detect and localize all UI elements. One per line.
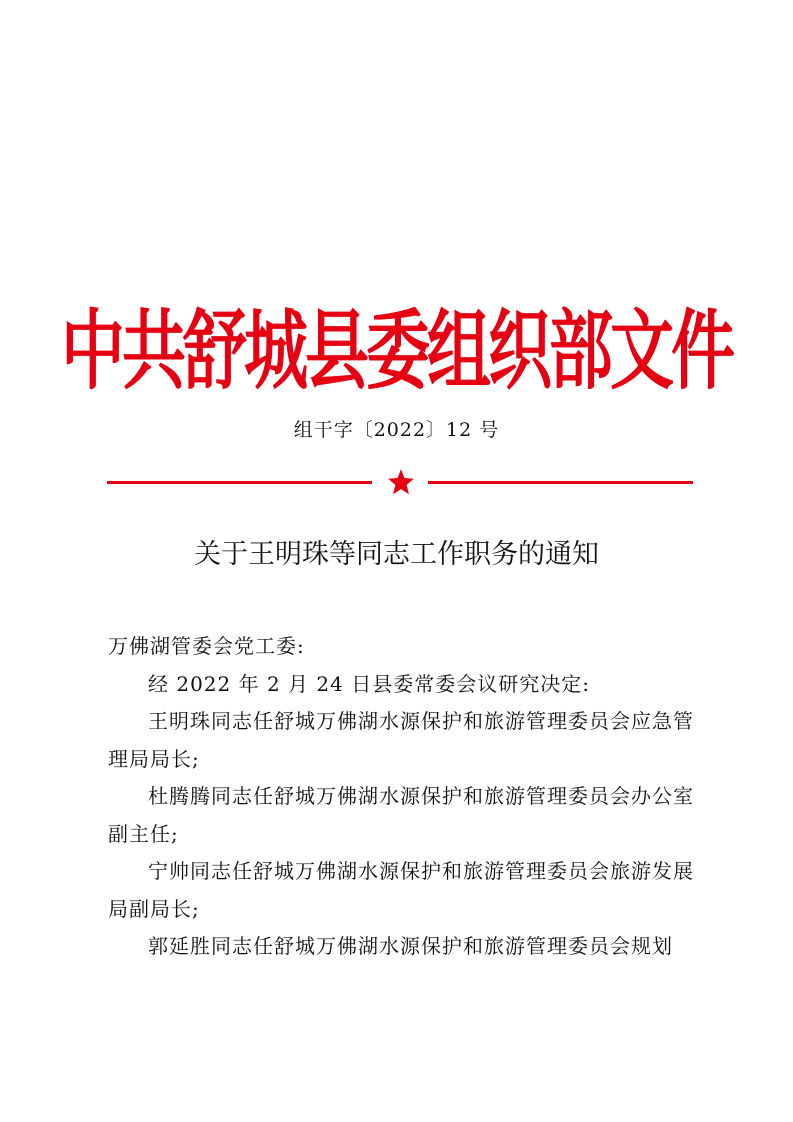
divider-line-left (107, 481, 372, 484)
paragraph-appointment-4: 郭延胜同志任舒城万佛湖水源保护和旅游管理委员会规划 (148, 934, 673, 958)
star-icon (387, 468, 415, 496)
paragraph-appointment-3: 宁帅同志任舒城万佛湖水源保护和旅游管理委员会旅游发展局副局长; (108, 859, 694, 921)
document-number: 组干字〔2022〕12 号 (293, 419, 500, 441)
masthead-title: 中共舒城县委组织部文件 (61, 300, 732, 403)
paragraph-appointment-2: 杜腾腾同志任舒城万佛湖水源保护和旅游管理委员会办公室副主任; (108, 784, 694, 846)
document-body (108, 628, 694, 966)
document-title: 关于王明珠等同志工作职务的通知 (194, 539, 599, 570)
addressee: 万佛湖管委会党工委: (108, 634, 305, 658)
paragraph-decision: 经 2022 年 2 月 24 日县委常委会议研究决定: (148, 671, 590, 696)
divider-line-right (428, 481, 693, 484)
paragraph-appointment-1: 王明珠同志任舒城万佛湖水源保护和旅游管理委员会应急管理局局长; (108, 709, 694, 771)
red-divider (107, 470, 693, 496)
